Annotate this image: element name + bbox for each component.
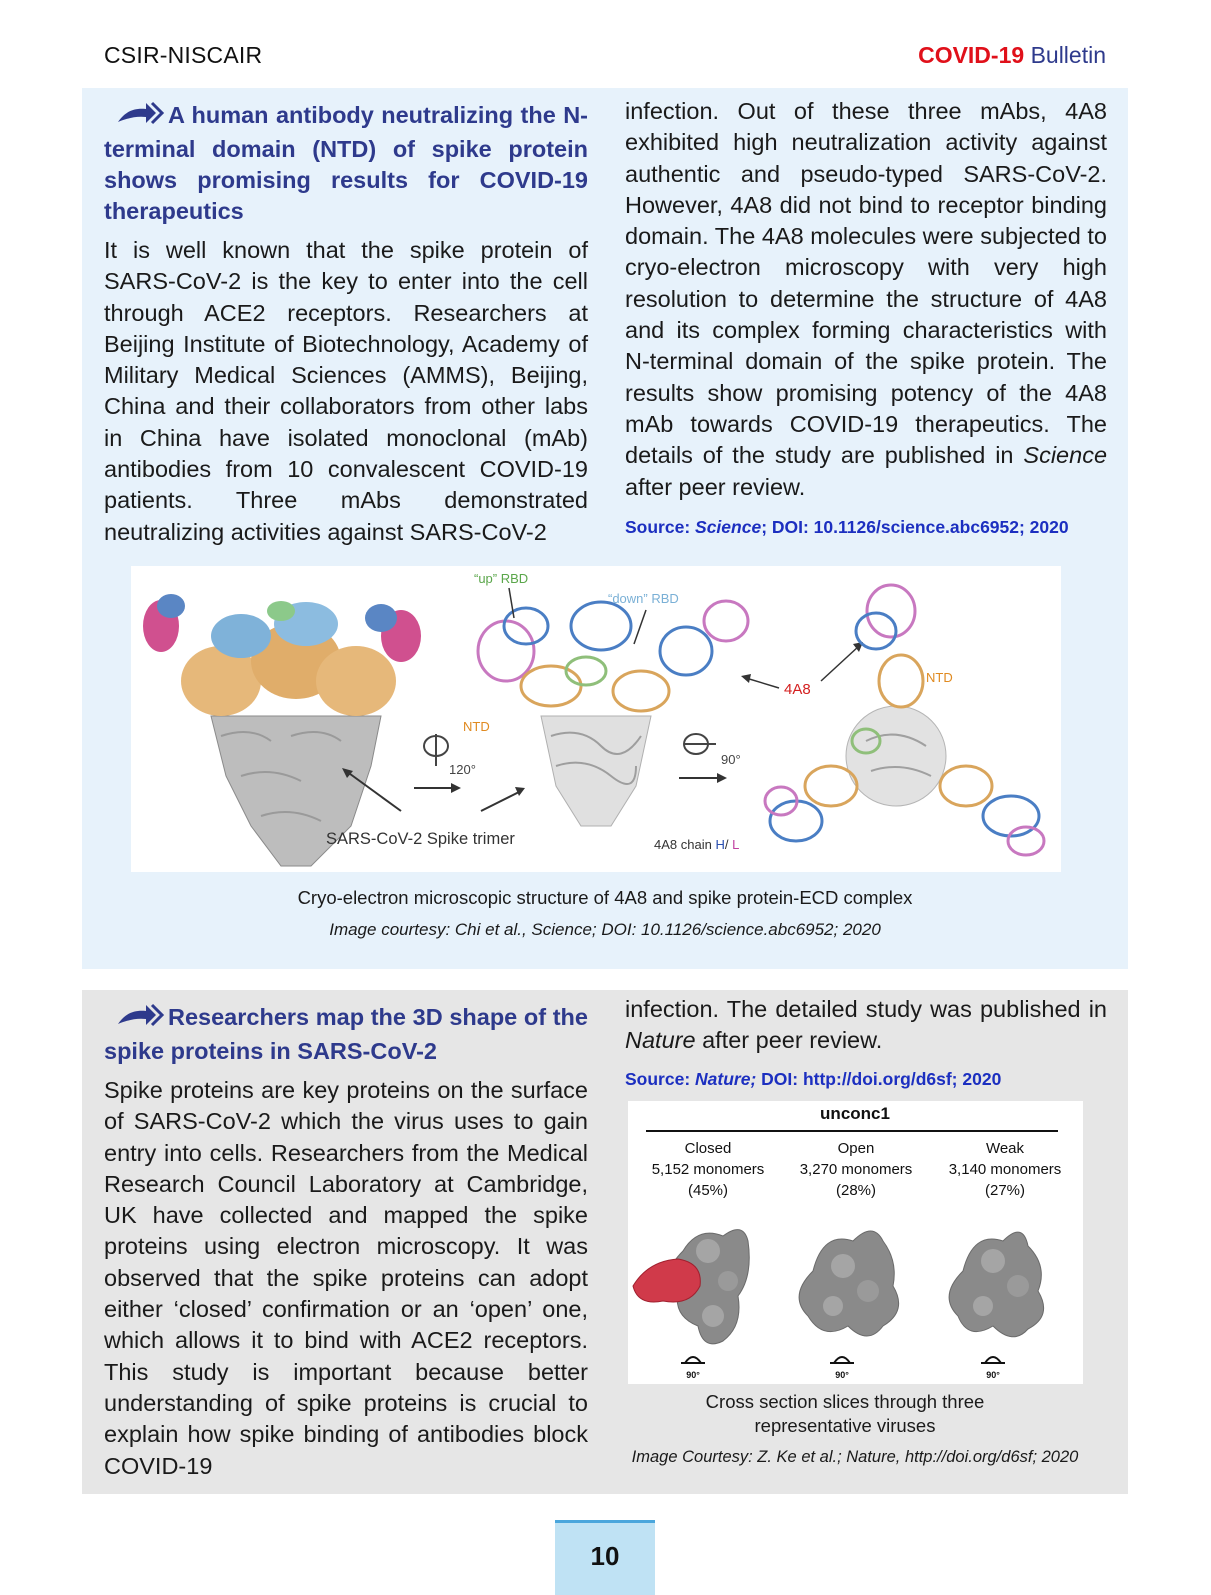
article2-figure-caption: Cross section slices through three representative viruses xyxy=(705,1391,985,1436)
svg-text:(27%): (27%) xyxy=(984,1182,1026,1199)
page-number: 10 xyxy=(555,1520,655,1595)
spike-trimer-structure-image xyxy=(131,566,1061,872)
svg-text:90°: 90° xyxy=(686,1370,700,1380)
article1-right-body: infection. Out of these three mAbs, 4A8 exhibited high neutralization activity against authentic and pseudo-typed SARS-CoV-2. However, 4A8 did not bind to receptor binding domain. The 4A8 molecules were subjected to cryo-electron microscopy with very high resolution to determine the structure of 4A8 and its complex forming characteristics with N-terminal domain of the spike protein. The results show promising potency of the 4A8 mAb towards COVID-19 therapeutics. The details of the study are published in Science after peer review. xyxy=(625,98,1108,500)
ntd-left-label: NTD xyxy=(463,719,490,734)
article1-title-text: A human antibody neutralizing the N-terminal domain (NTD) of spike protein shows promising results for COVID-19 therapeutics xyxy=(104,102,588,224)
article1-figure-courtesy: Image courtesy: Chi et al., Science; DOI: 10.1126/science.abc6952; 2020 xyxy=(329,920,881,939)
header-publisher: CSIR-NISCAIR xyxy=(104,42,263,68)
state-closed-label xyxy=(652,1140,765,1199)
article2-title-text: Researchers map the 3D shape of the spike proteins in SARS-CoV-2 xyxy=(104,1004,588,1064)
article1-figure xyxy=(131,566,1061,872)
article1-source: Source: Science; DOI: 10.1126/science.abc6952; 2020 xyxy=(625,516,1069,537)
article2-source: Source: Nature; DOI: http://doi.org/d6sf; 2020 xyxy=(625,1068,1002,1089)
article1-right-column xyxy=(625,96,1107,538)
svg-text:(45%): (45%) xyxy=(687,1182,729,1199)
state-weak-label xyxy=(949,1140,1062,1199)
spike-states-image xyxy=(628,1101,1083,1384)
article1-left-column xyxy=(104,100,588,548)
article2-title xyxy=(104,1002,588,1067)
svg-text:3,270 monomers: 3,270 monomers xyxy=(799,1161,913,1178)
article1-figure-caption: Cryo-electron microscopic structure of 4A8 and spike protein-ECD complex xyxy=(297,887,913,908)
open-state-model xyxy=(799,1231,899,1336)
svg-text:(28%): (28%) xyxy=(835,1182,877,1199)
article2-figure-courtesy: Image Courtesy: Z. Ke et al.; Nature, http://doi.org/d6sf; 2020 xyxy=(631,1448,1079,1466)
closed-state-model xyxy=(633,1230,749,1344)
article2-figure xyxy=(628,1101,1083,1384)
article1-left-body: It is well known that the spike protein of SARS-CoV-2 is the key to enter into the cell through ACE2 receptors. Researchers at Beijing Institute of Biotechnology, Academy of Military Medical Sciences (AMMS), Beijing, China and their collaborators from other labs in China have isolated monoclonal (mAb) antibodies from 10 convalescent COVID-19 patients. Three mAbs demonstrated neutralizing activities against SARS-CoV-2 xyxy=(104,237,588,545)
ntd-right-label: NTD xyxy=(926,670,953,685)
article2-left-body: Spike proteins are key proteins on the surface of SARS-CoV-2 which the virus uses to gain entry into cells. Researchers from the Medical Research Council Laboratory at Cambridge, UK have collected and mapped the spike proteins using electron microscopy. It was observed that the spike proteins can adopt either ‘closed’ confirmation or an ‘open’ one, which allows it to bind with ACE2 receptors. This study is important because better understanding of spike proteins is crucial to explain how spike binding of antibodies block COVID-19 xyxy=(104,1077,588,1479)
rotation-marker-open xyxy=(830,1357,854,1380)
trimer-label: SARS-CoV-2 Spike trimer xyxy=(326,830,515,848)
weak-state-model xyxy=(949,1232,1044,1337)
cryo-em-density-map xyxy=(143,594,421,866)
article2-right-column xyxy=(625,994,1107,1090)
arrow-right-icon xyxy=(116,1002,166,1036)
header-bulletin-title xyxy=(918,42,1106,69)
article-panel-antibody xyxy=(82,88,1128,969)
svg-text:3,140 monomers: 3,140 monomers xyxy=(948,1161,1062,1178)
chain-label: 4A8 chain H/ L xyxy=(654,837,740,852)
article2-right-body: infection. The detailed study was published in Nature after peer review. xyxy=(625,996,1107,1054)
ribbon-structure-top-view xyxy=(765,585,1044,855)
state-open-label xyxy=(800,1140,913,1199)
svg-text:90°: 90° xyxy=(986,1370,1000,1380)
up-rbd-label: “up” RBD xyxy=(474,571,529,586)
rotation-marker-weak xyxy=(981,1357,1005,1380)
svg-text:Weak: Weak xyxy=(985,1140,1025,1157)
article2-left-column xyxy=(104,1002,588,1482)
label-4a8: 4A8 xyxy=(784,681,811,698)
figure-title: unconc1 xyxy=(820,1104,890,1123)
svg-text:90°: 90° xyxy=(835,1370,849,1380)
arrow-right-icon xyxy=(116,100,166,134)
article1-title xyxy=(104,100,588,227)
svg-text:Closed: Closed xyxy=(684,1140,732,1157)
article-panel-spike-shape xyxy=(82,990,1128,1494)
header-covid-label: COVID-19 xyxy=(918,42,1025,68)
rotation-120-label: 120° xyxy=(449,762,476,777)
svg-text:5,152 monomers: 5,152 monomers xyxy=(651,1161,765,1178)
rotation-90-label: 90° xyxy=(721,752,741,767)
svg-text:Open: Open xyxy=(837,1140,875,1157)
rotation-marker-closed xyxy=(681,1357,705,1380)
down-rbd-label: “down” RBD xyxy=(608,591,679,606)
header-bulletin-label: Bulletin xyxy=(1030,42,1106,68)
